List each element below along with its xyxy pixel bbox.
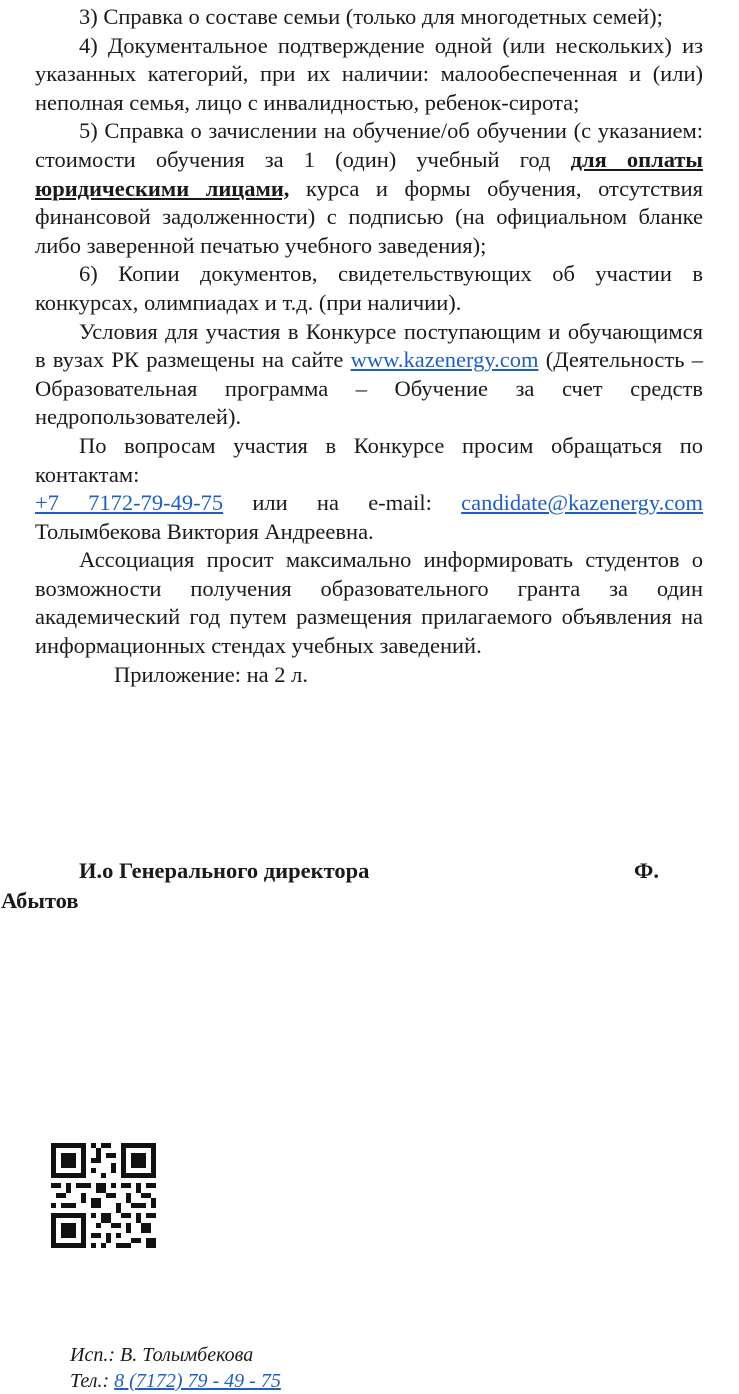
executor-phone-label: Тел.: <box>70 1370 115 1392</box>
document-body <box>35 3 703 689</box>
contact-person: Толымбекова Виктория Андреевна. <box>35 518 374 544</box>
item-4: 4) Документальное подтверждение одной (или нескольких) из указанных категорий, при их наличии: малообеспеченная и (или) неполная семья, лицо с инвалидностью, ребенок-сирота; <box>35 32 703 115</box>
signatory-initial: Ф. <box>634 858 659 883</box>
item-6: 6) Копии документов, свидетельствующих об участии в конкурсах, олимпиадах и т.д. (при наличии). <box>35 261 703 315</box>
item-5-start: 5) Справка о зачислении на обучение/об обучении (с указанием: стоимости обучения за 1 (один) учебный год <box>35 118 703 172</box>
signatory-title: И.о Генерального директора <box>79 858 370 883</box>
conditions-paragraph <box>35 318 703 432</box>
attachment-line: Приложение: на 2 л. <box>114 661 309 687</box>
item-3: 3) Справка о составе семьи (только для многодетных семей); <box>79 4 663 29</box>
signature-block <box>0 856 739 916</box>
association-paragraph: Ассоциация просит максимально информировать студентов о возможности получения образовательного гранта за один академический год путем размещения прилагаемого объявления на информационных стендах учебных заведений. <box>35 547 703 659</box>
item-5 <box>35 117 703 260</box>
phone-link[interactable]: +7 7172-79-49-75 <box>35 490 224 516</box>
executor-footer <box>70 1342 281 1394</box>
conditions-end: (Деятельность – Образовательная программа – Обучение за счет средств недропользователей). <box>35 347 703 430</box>
contact-middle: или на e-mail: <box>223 490 462 516</box>
executor-name: Исп.: В. Толымбекова <box>70 1344 254 1366</box>
contacts-line <box>35 489 703 546</box>
email-link[interactable]: candidate@kazenergy.com <box>461 490 703 516</box>
item-5-bold: для оплаты юридическими лицами, <box>35 146 703 201</box>
qr-code-icon <box>51 1143 156 1248</box>
item-5-end: курса и формы обучения, отсутствия финансовой задолженности) с подписью (на официальном бланке либо заверенной печатью учебного заведения); <box>35 175 704 258</box>
contacts-intro: По вопросам участия в Конкурсе просим обращаться по контактам: <box>35 432 703 487</box>
executor-phone-row <box>70 1368 281 1394</box>
signatory-surname: Абытов <box>1 888 79 913</box>
executor-phone-link[interactable]: 8 (7172) 79 - 49 - 75 <box>114 1370 281 1392</box>
conditions-start: Условия для участия в Конкурсе поступающим и обучающимся в вузах РК размещены на сайте <box>35 318 703 373</box>
website-link[interactable]: www.kazenergy.com <box>350 347 539 373</box>
